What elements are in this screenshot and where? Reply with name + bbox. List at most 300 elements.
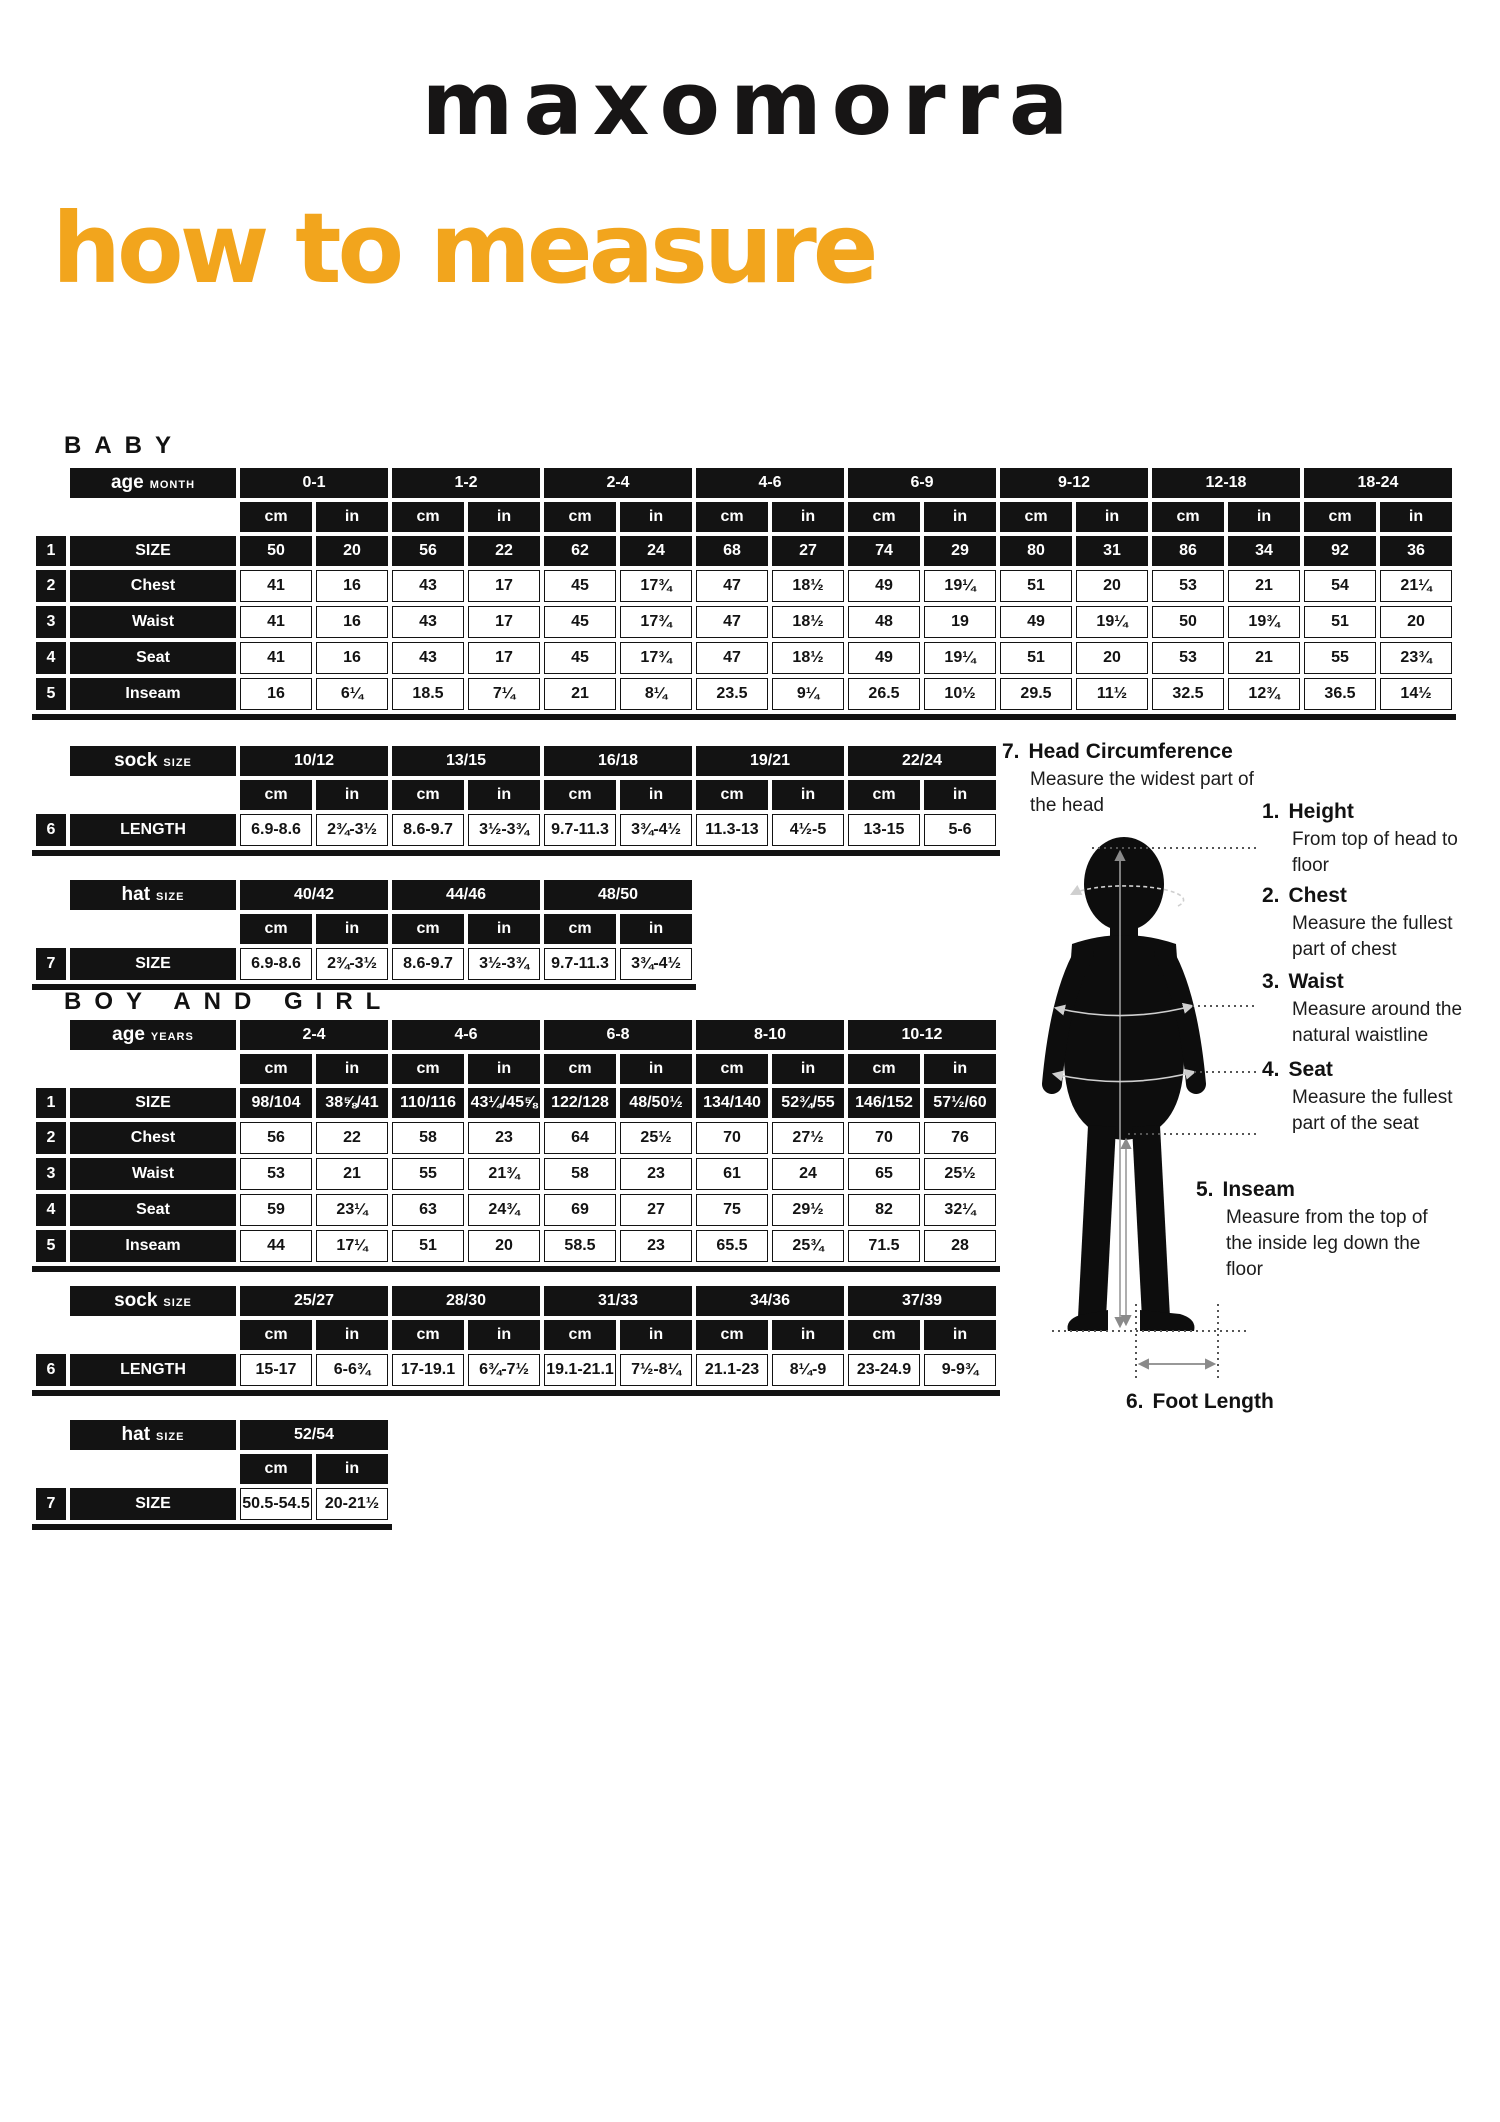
- header-label-sub: MONTH: [149, 479, 196, 491]
- row-number: 3: [36, 1158, 66, 1190]
- unit-in-header: in: [1228, 502, 1300, 532]
- value-cell: 48: [848, 606, 920, 638]
- value-cell: 20-21½: [316, 1488, 388, 1520]
- instruction-number: 2.: [1262, 884, 1280, 907]
- value-cell: 13-15: [848, 814, 920, 846]
- column-header: 16/18: [544, 746, 692, 776]
- column-header: 10/12: [240, 746, 388, 776]
- value-cell: 19: [924, 606, 996, 638]
- value-cell: 53: [1152, 570, 1224, 602]
- value-cell: 21: [316, 1158, 388, 1190]
- instruction-title: Foot Length: [1152, 1390, 1274, 1413]
- value-cell: 12¾: [1228, 678, 1300, 710]
- value-cell: 55: [1304, 642, 1376, 674]
- size-table-baby_main: [32, 464, 1456, 720]
- measuring-figure: [1032, 826, 1262, 1406]
- value-cell: 9-9¾: [924, 1354, 996, 1386]
- unit-in-header: in: [924, 1320, 996, 1350]
- value-cell: 29.5: [1000, 678, 1072, 710]
- unit-in-header: in: [924, 780, 996, 810]
- value-cell: 17¾: [620, 606, 692, 638]
- value-cell: 53: [240, 1158, 312, 1190]
- baby-sock-table: [32, 742, 1000, 856]
- row-number: 1: [36, 1088, 66, 1118]
- unit-cm-header: cm: [240, 914, 312, 944]
- value-cell: 21: [1228, 570, 1300, 602]
- row-label: Chest: [70, 570, 236, 602]
- column-header: 6-9: [848, 468, 996, 498]
- boy-and-girl-size-table: [32, 1016, 1000, 1272]
- instruction-desc: Measure the fullest part of the seat: [1292, 1087, 1453, 1135]
- row-label: LENGTH: [70, 814, 236, 846]
- row-number: 3: [36, 606, 66, 638]
- value-cell: 57½/60: [924, 1088, 996, 1118]
- spacer-cell: [36, 1320, 66, 1350]
- instruction-number: 1.: [1262, 800, 1280, 823]
- unit-in-header: in: [772, 1054, 844, 1084]
- value-cell: 47: [696, 570, 768, 602]
- section-heading-boy-and-girl: BOY AND GIRL: [64, 988, 394, 1015]
- column-header: 4-6: [392, 1020, 540, 1050]
- value-cell: 48/50½: [620, 1088, 692, 1118]
- value-cell: 18.5: [392, 678, 464, 710]
- header-label-main: sock: [114, 750, 158, 771]
- unit-cm-header: cm: [1304, 502, 1376, 532]
- instruction-title: Inseam: [1222, 1178, 1295, 1201]
- value-cell: 63: [392, 1194, 464, 1226]
- value-cell: 7¼: [468, 678, 540, 710]
- column-header: 8-10: [696, 1020, 844, 1050]
- column-header: 31/33: [544, 1286, 692, 1316]
- value-cell: 41: [240, 570, 312, 602]
- unit-cm-header: cm: [392, 780, 464, 810]
- value-cell: 17-19.1: [392, 1354, 464, 1386]
- instruction-number: 5.: [1196, 1178, 1214, 1201]
- instruction-foot-length: [1126, 1390, 1274, 1414]
- row-number: 6: [36, 814, 66, 846]
- value-cell: 20: [316, 536, 388, 566]
- column-header: 2-4: [544, 468, 692, 498]
- table-header-label: [70, 468, 236, 498]
- value-cell: 25½: [620, 1122, 692, 1154]
- header-label-sub: SIZE: [156, 1431, 185, 1443]
- value-cell: 23¾: [1380, 642, 1452, 674]
- value-cell: 18½: [772, 570, 844, 602]
- value-cell: 2¾-3½: [316, 948, 388, 980]
- row-number: 5: [36, 1230, 66, 1262]
- value-cell: 11.3-13: [696, 814, 768, 846]
- value-cell: 17¾: [620, 570, 692, 602]
- unit-cm-header: cm: [544, 502, 616, 532]
- row-label: SIZE: [70, 948, 236, 980]
- value-cell: 9.7-11.3: [544, 948, 616, 980]
- value-cell: 5-6: [924, 814, 996, 846]
- row-label: Inseam: [70, 678, 236, 710]
- value-cell: 29½: [772, 1194, 844, 1226]
- value-cell: 50.5-54.5: [240, 1488, 312, 1520]
- value-cell: 36: [1380, 536, 1452, 566]
- spacer-cell: [70, 780, 236, 810]
- value-cell: 49: [848, 570, 920, 602]
- row-number: 1: [36, 536, 66, 566]
- value-cell: 9¼: [772, 678, 844, 710]
- unit-cm-header: cm: [392, 502, 464, 532]
- value-cell: 134/140: [696, 1088, 768, 1118]
- header-label-main: hat: [121, 884, 151, 905]
- column-header: 44/46: [392, 880, 540, 910]
- unit-in-header: in: [924, 1054, 996, 1084]
- unit-cm-header: cm: [848, 1054, 920, 1084]
- table-header-label: [70, 1020, 236, 1050]
- instruction-desc: Measure around the natural waistline: [1292, 999, 1463, 1047]
- child-silhouette: [1032, 826, 1262, 1406]
- column-header: 10-12: [848, 1020, 996, 1050]
- kids-sock-table: [32, 1282, 1000, 1396]
- value-cell: 20: [1380, 606, 1452, 638]
- value-cell: 25¾: [772, 1230, 844, 1262]
- value-cell: 20: [1076, 570, 1148, 602]
- value-cell: 19.1-21.1: [544, 1354, 616, 1386]
- unit-cm-header: cm: [696, 1320, 768, 1350]
- value-cell: 43¼/45⅝: [468, 1088, 540, 1118]
- instruction-desc: Measure the widest part of the head: [1030, 769, 1254, 817]
- unit-in-header: in: [468, 914, 540, 944]
- value-cell: 47: [696, 606, 768, 638]
- brand-logo: maxomorra: [421, 52, 1079, 155]
- value-cell: 65.5: [696, 1230, 768, 1262]
- header-label-main: sock: [114, 1290, 158, 1311]
- instruction-title: Chest: [1288, 884, 1347, 907]
- row-number: 2: [36, 570, 66, 602]
- instruction-title: Waist: [1288, 970, 1344, 993]
- column-header: 40/42: [240, 880, 388, 910]
- value-cell: 8¼-9: [772, 1354, 844, 1386]
- instruction-number: 6.: [1126, 1390, 1144, 1413]
- instruction-number: 4.: [1262, 1058, 1280, 1081]
- spacer-cell: [36, 914, 66, 944]
- value-cell: 23.5: [696, 678, 768, 710]
- row-number: 2: [36, 1122, 66, 1154]
- value-cell: 47: [696, 642, 768, 674]
- unit-cm-header: cm: [544, 914, 616, 944]
- row-number: 4: [36, 642, 66, 674]
- spacer-cell: [70, 1054, 236, 1084]
- instruction-seat: [1262, 1058, 1472, 1137]
- value-cell: 92: [1304, 536, 1376, 566]
- value-cell: 21: [544, 678, 616, 710]
- unit-in-header: in: [924, 502, 996, 532]
- value-cell: 70: [696, 1122, 768, 1154]
- unit-in-header: in: [316, 780, 388, 810]
- baby-hat-table: [32, 876, 696, 990]
- spacer-cell: [36, 1020, 66, 1050]
- value-cell: 80: [1000, 536, 1072, 566]
- spacer-cell: [36, 1454, 66, 1484]
- section-heading-baby: BABY: [64, 432, 185, 459]
- row-label: Inseam: [70, 1230, 236, 1262]
- unit-cm-header: cm: [1000, 502, 1072, 532]
- value-cell: 51: [1304, 606, 1376, 638]
- column-header: 6-8: [544, 1020, 692, 1050]
- unit-in-header: in: [468, 780, 540, 810]
- unit-in-header: in: [1380, 502, 1452, 532]
- size-table-kids_sock: [32, 1282, 1000, 1396]
- column-header: 52/54: [240, 1420, 388, 1450]
- value-cell: 19¼: [924, 570, 996, 602]
- value-cell: 17: [468, 642, 540, 674]
- row-label: SIZE: [70, 1088, 236, 1118]
- row-number: 7: [36, 948, 66, 980]
- value-cell: 24: [772, 1158, 844, 1190]
- instruction-desc: From top of head to floor: [1292, 829, 1458, 877]
- value-cell: 16: [316, 606, 388, 638]
- value-cell: 8¼: [620, 678, 692, 710]
- table-header-label: [70, 880, 236, 910]
- spacer-cell: [70, 1320, 236, 1350]
- value-cell: 62: [544, 536, 616, 566]
- header-label-sub: SIZE: [163, 1297, 192, 1309]
- unit-cm-header: cm: [544, 1320, 616, 1350]
- size-table-baby_hat: [32, 876, 696, 990]
- unit-cm-header: cm: [848, 502, 920, 532]
- unit-in-header: in: [620, 502, 692, 532]
- page-title: how to measure: [52, 192, 875, 305]
- column-header: 2-4: [240, 1020, 388, 1050]
- value-cell: 23: [620, 1158, 692, 1190]
- column-header: 19/21: [696, 746, 844, 776]
- spacer-cell: [36, 502, 66, 532]
- value-cell: 43: [392, 570, 464, 602]
- row-number: 6: [36, 1354, 66, 1386]
- value-cell: 27: [772, 536, 844, 566]
- value-cell: 31: [1076, 536, 1148, 566]
- unit-in-header: in: [620, 914, 692, 944]
- value-cell: 19¼: [1076, 606, 1148, 638]
- value-cell: 18½: [772, 606, 844, 638]
- table-header-label: [70, 1286, 236, 1316]
- value-cell: 21¾: [468, 1158, 540, 1190]
- instruction-desc: Measure the fullest part of chest: [1292, 913, 1453, 961]
- value-cell: 11½: [1076, 678, 1148, 710]
- kids-hat-table: [32, 1416, 392, 1530]
- value-cell: 3½-3¾: [468, 814, 540, 846]
- instruction-desc: Measure from the top of the inside leg down the floor: [1226, 1207, 1428, 1281]
- value-cell: 69: [544, 1194, 616, 1226]
- value-cell: 32.5: [1152, 678, 1224, 710]
- unit-cm-header: cm: [696, 780, 768, 810]
- size-table-baby_sock: [32, 742, 1000, 856]
- value-cell: 23¼: [316, 1194, 388, 1226]
- row-label: SIZE: [70, 1488, 236, 1520]
- value-cell: 6¼: [316, 678, 388, 710]
- value-cell: 61: [696, 1158, 768, 1190]
- value-cell: 58: [544, 1158, 616, 1190]
- value-cell: 86: [1152, 536, 1224, 566]
- value-cell: 14½: [1380, 678, 1452, 710]
- unit-cm-header: cm: [1152, 502, 1224, 532]
- unit-cm-header: cm: [392, 1054, 464, 1084]
- header-label-main: hat: [121, 1424, 151, 1445]
- value-cell: 21¼: [1380, 570, 1452, 602]
- value-cell: 27½: [772, 1122, 844, 1154]
- row-label: SIZE: [70, 536, 236, 566]
- value-cell: 3¾-4½: [620, 948, 692, 980]
- value-cell: 59: [240, 1194, 312, 1226]
- header-label-main: age: [112, 1024, 145, 1045]
- value-cell: 38⅝/41: [316, 1088, 388, 1118]
- column-header: 37/39: [848, 1286, 996, 1316]
- column-header: 18-24: [1304, 468, 1452, 498]
- size-table-kids_hat: [32, 1416, 392, 1530]
- unit-cm-header: cm: [544, 780, 616, 810]
- value-cell: 16: [240, 678, 312, 710]
- spacer-cell: [36, 1420, 66, 1450]
- spacer-cell: [36, 746, 66, 776]
- instruction-number: 7.: [1002, 740, 1020, 763]
- instruction-waist: [1262, 970, 1472, 1049]
- row-label: Seat: [70, 1194, 236, 1226]
- unit-in-header: in: [468, 1054, 540, 1084]
- instruction-number: 3.: [1262, 970, 1280, 993]
- value-cell: 9.7-11.3: [544, 814, 616, 846]
- unit-cm-header: cm: [240, 1454, 312, 1484]
- instruction-title: Head Circumference: [1028, 740, 1233, 763]
- column-header: 1-2: [392, 468, 540, 498]
- value-cell: 75: [696, 1194, 768, 1226]
- instruction-chest: [1262, 884, 1472, 963]
- value-cell: 19¼: [924, 642, 996, 674]
- value-cell: 36.5: [1304, 678, 1376, 710]
- value-cell: 45: [544, 570, 616, 602]
- unit-in-header: in: [316, 1054, 388, 1084]
- value-cell: 71.5: [848, 1230, 920, 1262]
- value-cell: 17¼: [316, 1230, 388, 1262]
- value-cell: 45: [544, 606, 616, 638]
- value-cell: 6.9-8.6: [240, 948, 312, 980]
- size-table-kids_main: [32, 1016, 1000, 1272]
- value-cell: 54: [1304, 570, 1376, 602]
- value-cell: 19¾: [1228, 606, 1300, 638]
- value-cell: 56: [240, 1122, 312, 1154]
- value-cell: 25½: [924, 1158, 996, 1190]
- header-label-sub: SIZE: [163, 757, 192, 769]
- unit-cm-header: cm: [240, 780, 312, 810]
- unit-in-header: in: [772, 1320, 844, 1350]
- value-cell: 8.6-9.7: [392, 814, 464, 846]
- spacer-cell: [36, 468, 66, 498]
- value-cell: 22: [468, 536, 540, 566]
- value-cell: 64: [544, 1122, 616, 1154]
- unit-cm-header: cm: [544, 1054, 616, 1084]
- unit-cm-header: cm: [392, 914, 464, 944]
- value-cell: 27: [620, 1194, 692, 1226]
- value-cell: 50: [1152, 606, 1224, 638]
- value-cell: 55: [392, 1158, 464, 1190]
- value-cell: 21: [1228, 642, 1300, 674]
- spacer-cell: [70, 502, 236, 532]
- value-cell: 122/128: [544, 1088, 616, 1118]
- spacer-cell: [36, 1286, 66, 1316]
- header-label-sub: SIZE: [156, 891, 185, 903]
- row-label: Waist: [70, 1158, 236, 1190]
- unit-cm-header: cm: [848, 1320, 920, 1350]
- unit-in-header: in: [620, 780, 692, 810]
- value-cell: 34: [1228, 536, 1300, 566]
- header-label-sub: YEARS: [150, 1031, 194, 1043]
- value-cell: 6¾-7½: [468, 1354, 540, 1386]
- value-cell: 44: [240, 1230, 312, 1262]
- table-header-label: [70, 1420, 236, 1450]
- row-number: 4: [36, 1194, 66, 1226]
- unit-cm-header: cm: [696, 502, 768, 532]
- unit-in-header: in: [316, 914, 388, 944]
- row-label: LENGTH: [70, 1354, 236, 1386]
- value-cell: 23-24.9: [848, 1354, 920, 1386]
- unit-cm-header: cm: [240, 502, 312, 532]
- instruction-head-circumference: [1002, 740, 1258, 819]
- unit-in-header: in: [468, 502, 540, 532]
- value-cell: 10½: [924, 678, 996, 710]
- value-cell: 43: [392, 606, 464, 638]
- row-number: 7: [36, 1488, 66, 1520]
- unit-in-header: in: [316, 1454, 388, 1484]
- instruction-title: Height: [1288, 800, 1354, 823]
- value-cell: 110/116: [392, 1088, 464, 1118]
- value-cell: 50: [240, 536, 312, 566]
- header-label-main: age: [110, 472, 144, 493]
- unit-cm-header: cm: [240, 1320, 312, 1350]
- value-cell: 51: [1000, 570, 1072, 602]
- unit-cm-header: cm: [392, 1320, 464, 1350]
- value-cell: 17: [468, 570, 540, 602]
- value-cell: 26.5: [848, 678, 920, 710]
- column-header: 28/30: [392, 1286, 540, 1316]
- instruction-height: [1262, 800, 1472, 879]
- unit-in-header: in: [468, 1320, 540, 1350]
- value-cell: 74: [848, 536, 920, 566]
- value-cell: 3¾-4½: [620, 814, 692, 846]
- value-cell: 2¾-3½: [316, 814, 388, 846]
- value-cell: 98/104: [240, 1088, 312, 1118]
- value-cell: 4½-5: [772, 814, 844, 846]
- instruction-title: Seat: [1288, 1058, 1333, 1081]
- value-cell: 58.5: [544, 1230, 616, 1262]
- value-cell: 41: [240, 642, 312, 674]
- row-label: Waist: [70, 606, 236, 638]
- value-cell: 6-6¾: [316, 1354, 388, 1386]
- value-cell: 8.6-9.7: [392, 948, 464, 980]
- value-cell: 24¾: [468, 1194, 540, 1226]
- value-cell: 23: [620, 1230, 692, 1262]
- value-cell: 20: [1076, 642, 1148, 674]
- value-cell: 76: [924, 1122, 996, 1154]
- unit-cm-header: cm: [696, 1054, 768, 1084]
- value-cell: 20: [468, 1230, 540, 1262]
- value-cell: 23: [468, 1122, 540, 1154]
- column-header: 25/27: [240, 1286, 388, 1316]
- column-header: 34/36: [696, 1286, 844, 1316]
- row-number: 5: [36, 678, 66, 710]
- spacer-cell: [36, 880, 66, 910]
- spacer-cell: [70, 914, 236, 944]
- value-cell: 17¾: [620, 642, 692, 674]
- value-cell: 21.1-23: [696, 1354, 768, 1386]
- unit-in-header: in: [772, 780, 844, 810]
- value-cell: 43: [392, 642, 464, 674]
- unit-in-header: in: [620, 1054, 692, 1084]
- value-cell: 51: [392, 1230, 464, 1262]
- unit-in-header: in: [316, 502, 388, 532]
